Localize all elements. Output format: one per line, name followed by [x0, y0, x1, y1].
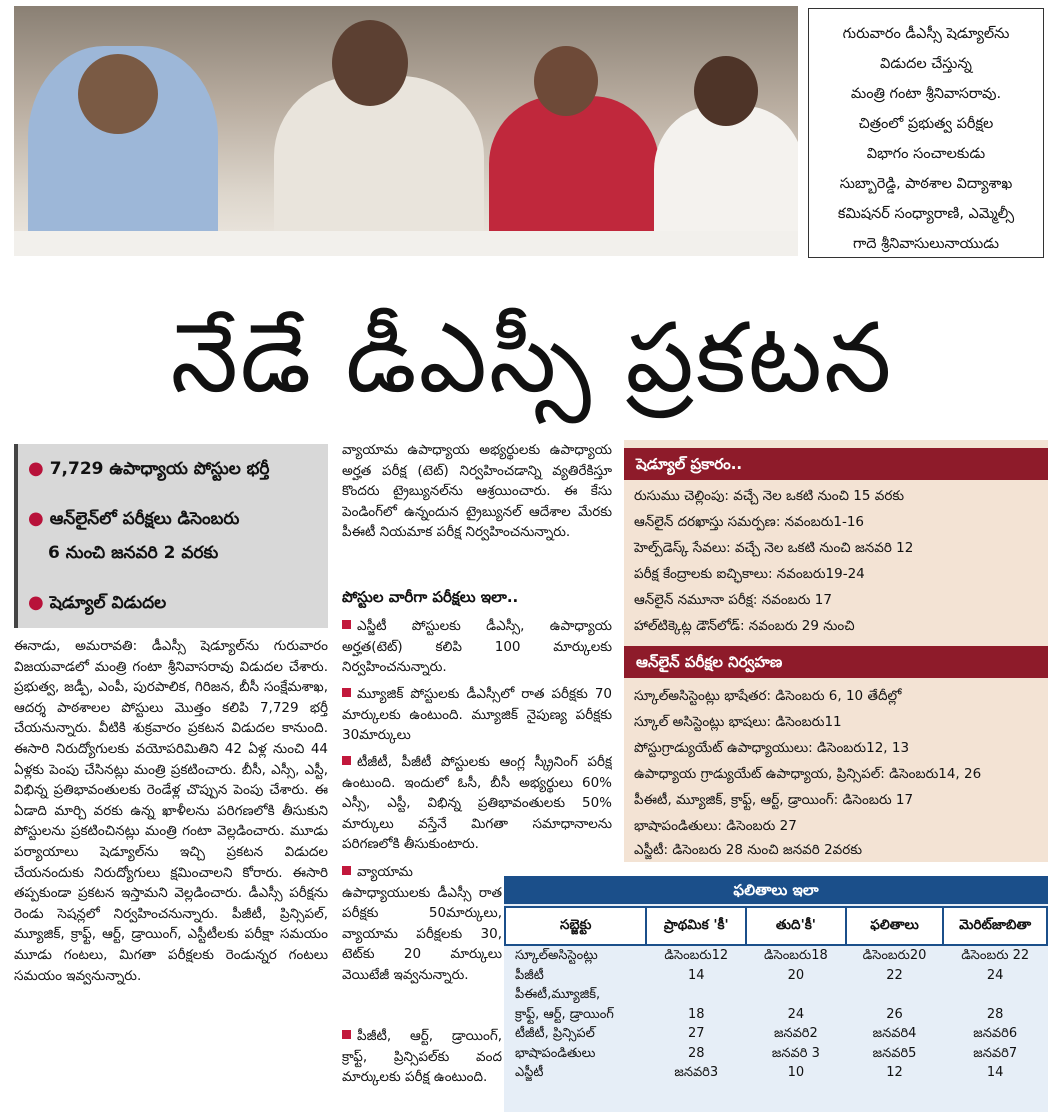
cell: స్కూల్‌అసిస్టెంట్లు [515, 948, 598, 963]
schedule-row: రుసుము చెల్లింపు: వచ్చే నెల ఒకటి నుంచి 15 వరకు [634, 488, 905, 504]
exam-date-row: పీఈటీ, మ్యూజిక్, క్రాఫ్ట్, ఆర్ట్, డ్రాయింగ్: డిసెంబరు 17 [634, 792, 914, 808]
cell: 27 [687, 1026, 705, 1041]
col-header: తుది'కీ' [746, 907, 846, 945]
cell: 28 [687, 1045, 705, 1061]
exam-item: ఎస్జీటీ పోస్టులకు డీఎస్సీ, ఉపాధ్యాయ అర్హత(టెట్) కలిపి 100 మార్కులకు నిర్వహించనున్నారు. [342, 618, 612, 676]
results-header-row [505, 907, 1047, 945]
cell [943, 985, 1047, 1005]
photo-caption [808, 8, 1044, 258]
cell: 10 [787, 1065, 805, 1080]
schedule-row: ఆన్‌లైన్ నమూనా పరీక్ష: నవంబరు 17 [634, 592, 832, 608]
exam-item: వ్యాయామ ఉపాధ్యాయులకు డీఎస్సీ రాత పరీక్షకు 50మార్కులు, వ్యాయామ పరీక్షలకు 30, టెట్‌కు 20 మార్కులు వెయిటేజీ ఇవ్వనున్నారు. [342, 864, 502, 983]
cell: 28 [986, 1006, 1004, 1022]
schedule-box [624, 440, 1048, 862]
exam-item: మ్యూజిక్ పోస్టులకు డీఎస్సీలో రాత పరీక్షకు 70 మార్కులకు ఉంటుంది. మ్యూజిక్ నైపుణ్య పరీక్షకు 30మార్కులు [342, 686, 612, 744]
cell: జనవరి6 [973, 1026, 1018, 1041]
table-row [505, 1005, 1047, 1025]
cell: జనవరి2 [773, 1026, 818, 1041]
col-header: ఫలితాలు [846, 907, 944, 945]
exam-date-row: భాషాపండితులు: డిసెంబరు 27 [634, 818, 797, 834]
cell: జనవరి4 [872, 1026, 917, 1041]
cell: ఎస్జీటీ [515, 1065, 544, 1080]
cell: డిసెంబరు18 [763, 948, 828, 963]
cell [646, 985, 746, 1005]
cell: పీజీటీ [515, 967, 544, 983]
caption-line: సుబ్బారెడ్డి, పాఠశాల విద్యాశాఖ [839, 176, 1013, 192]
col-header: మెరిట్‌జాబితా [943, 907, 1047, 945]
highlight-item: ● 7,729 ఉపాధ్యాయ పోస్టుల భర్తీ [28, 458, 270, 479]
results-title: ఫలితాలు ఇలా [504, 876, 1048, 904]
cell: 24 [986, 967, 1004, 983]
column-2-subhead: పోస్టుల వారీగా పరీక్షలు ఇలా.. [342, 588, 519, 606]
cell: జనవరి 3 [771, 1045, 820, 1061]
cell: జనవరి3 [674, 1065, 719, 1080]
exam-date-row: ఎస్జీటీ: డిసెంబరు 28 నుంచి జనవరి 2వరకు [634, 842, 862, 858]
schedule-row: పరీక్ష కేంద్రాలకు ఐచ్ఛికాలు: నవంబరు19-24 [634, 566, 865, 582]
col-header: సబ్జెక్టు [505, 907, 646, 945]
exam-item: టీజీటీ, పీజీటీ పోస్టులకు ఆంగ్ల స్క్రీనింగ్ పరీక్ష ఉంటుంది. ఇందులో ఓసీ, బీసీ అభ్యర్థులు 60% ఎస్సీ, ఎస్టీ, విభిన్న ప్రతిభావంతులకు 50% మార్కులు వస్తేనే మిగతా సమాధానాలను పరిగణలోకి తీసుకుంటారు. [342, 754, 612, 853]
cell: భాషాపండితులు [515, 1045, 596, 1061]
caption-line: విడుదల చేస్తున్న [880, 56, 972, 72]
schedule-row: హెల్ప్‌డెస్క్ సేవలు: వచ్చే నెల ఒకటి నుంచి జనవరి 12 [634, 540, 914, 556]
cell: 24 [787, 1006, 805, 1022]
cell: 14 [687, 967, 705, 983]
schedule-header: షెడ్యూల్ ప్రకారం.. [624, 448, 1048, 480]
cell [846, 985, 944, 1005]
exam-item: పీజీటీ, ఆర్ట్, డ్రాయింగ్, క్రాఫ్ట్, ప్రిన్సిపల్‌కు వంద మార్కులకు పరీక్ష ఉంటుంది. [342, 1028, 502, 1086]
cell: డిసెంబరు12 [664, 948, 729, 963]
cell: పీఈటీ,మ్యూజిక్, [515, 987, 601, 1002]
table-row [505, 1044, 1047, 1064]
results-box [504, 876, 1048, 1112]
cell: 26 [886, 1006, 903, 1022]
online-exam-header: ఆన్‌లైన్ పరీక్షల నిర్వహణ [624, 646, 1048, 678]
caption-line: చిత్రంలో ప్రభుత్వ పరీక్షల [858, 116, 994, 132]
caption-line: విభాగం సంచాలకుడు [866, 146, 986, 162]
exam-date-row: పోస్టుగ్రాడ్యుయేట్ ఉపాధ్యాయులు: డిసెంబరు12, 13 [634, 740, 910, 756]
highlights-box [14, 444, 328, 628]
cell: జనవరి5 [872, 1045, 917, 1061]
cell: టీజీటీ, ప్రిన్సిపల్ [515, 1026, 595, 1041]
cell: 12 [886, 1065, 903, 1080]
exam-date-row: ఉపాధ్యాయ గ్రాడ్యుయేట్ ఉపాధ్యాయ, ప్రిన్సిపల్: డిసెంబరు14, 26 [634, 766, 982, 782]
headline: నేడే డీఎస్సీ ప్రకటన [170, 302, 894, 414]
news-photo [14, 6, 798, 256]
cell: డిసెంబరు20 [862, 948, 927, 963]
table-row [505, 1024, 1047, 1044]
article-column-2-intro: వ్యాయామ ఉపాధ్యాయ అభ్యర్థులకు ఉపాధ్యాయ అర్హత పరీక్ష (టెట్) నిర్వహించడాన్ని వ్యతిరేకిస్తూ కొందరు ట్రైబ్యునల్‌ను ఆశ్రయించారు. ఈ కేసు పెండింగ్‌లో ఉన్నందున ట్రైబ్యునల్ ఆదేశాల మేరకు పీఈటీ నియమాక పరీక్ష నిర్వహించనున్నారు. [342, 442, 612, 541]
caption-line: గాదె శ్రీనివాసులునాయుడు [852, 236, 1000, 252]
caption-line: కమిషనర్ సంధ్యారాణి, ఎమ్మెల్సీ [837, 206, 1015, 222]
table-row [505, 1063, 1047, 1083]
exam-date-row: స్కూల్ అసిస్టెంట్లు భాషలు: డిసెంబరు11 [634, 714, 842, 730]
schedule-row: ఆన్‌లైన్ దరఖాస్తు సమర్పణ: నవంబరు1-16 [634, 514, 865, 530]
cell: 22 [886, 967, 903, 983]
cell: 18 [687, 1006, 705, 1022]
results-table [504, 906, 1048, 1083]
cell: క్రాఫ్ట్, ఆర్ట్, డ్రాయింగ్ [515, 1006, 614, 1022]
cell: 20 [787, 967, 805, 983]
caption-line: గురువారం డీఎస్సీ షెడ్యూల్‌ను [842, 26, 1010, 42]
highlight-item: 6 నుంచి జనవరి 2 వరకు [48, 543, 219, 563]
table-row [505, 945, 1047, 966]
cell [746, 985, 846, 1005]
exam-date-row: స్కూల్‌అసిస్టెంట్లు భాషేతర: డిసెంబరు 6, 10 తేదీల్లో [634, 688, 902, 704]
table-row [505, 985, 1047, 1005]
caption-line: మంత్రి గంటా శ్రీనివాసరావు. [850, 86, 1002, 102]
article-column-1: ఈనాడు, అమరావతి: డీఎస్సీ షెడ్యూల్‌ను గురువారం విజయవాడలో మంత్రి గంటా శ్రీనివాసరావు విడుదల చేశారు. ప్రభుత్వ, జడ్పీ, ఎంపీ, పురపాలిక, గిరిజన, బీసీ సంక్షేమశాఖ, ఆదర్శ పాఠశాలల పోస్టులు మొత్తం కలిపి 7,729 భర్తీ చేయనున్నారు. వీటికి శుక్రవారం ప్రకటన విడుదల కానుంది. ఈసారి నిరుద్యోగులకు వయోపరిమితిని 42 ఏళ్ల నుంచి 44 ఏళ్లకు పెంపు చేసినట్లు మంత్రి ప్రకటించారు. బీసీ, ఎస్సీ, ఎస్టీ, విభిన్న ప్రతిభావంతులకు రెండేళ్ల చొప్పున పెంపు చేశారు. ఈ ఏడాది మార్చి వరకు ఉన్న ఖాళీలను పరిగణలోకి తీసుకుని పోస్టులను ప్రకటించినట్లు మంత్రి గంటా వెల్లడించారు. మూడు పర్యాయాలు షెడ్యూల్‌ను ఇచ్చి ప్రకటన విడుదల చేయనందుకు నిరుద్యోగులు క్షమించాలని కోరారు. ఈసారి తప్పకుండా ప్రకటన ఇస్తామని వెల్లడించారు. డీఎస్సీ పరీక్షను రెండు సెషన్లలో నిర్వహించనున్నారు. పీజీటీ, ప్రిన్సిపల్, మ్యూజిక్, క్రాఫ్ట్, ఆర్ట్, డ్రాయింగ్, ఎస్టీటీలకు పరీక్షా సమయం మూడు గంటలు, మిగతా పరీక్షలకు రెండున్నర గంటలు సమయం ఇవ్వనున్నారు. [14, 638, 328, 984]
highlight-item: ● ఆన్‌లైన్‌లో పరీక్షలు డిసెంబరు [28, 508, 240, 529]
highlight-item: ● షెడ్యూల్ విడుదల [28, 592, 167, 613]
cell: డిసెంబరు 22 [961, 948, 1030, 963]
col-header: ప్రాథమిక 'కీ' [646, 907, 746, 945]
cell: 14 [986, 1065, 1004, 1080]
schedule-row: హాల్‌టిక్కెట్ల డౌన్‌లోడ్: నవంబరు 29 నుంచి [634, 618, 855, 634]
cell: జనవరి7 [973, 1045, 1018, 1061]
table-row [505, 966, 1047, 986]
